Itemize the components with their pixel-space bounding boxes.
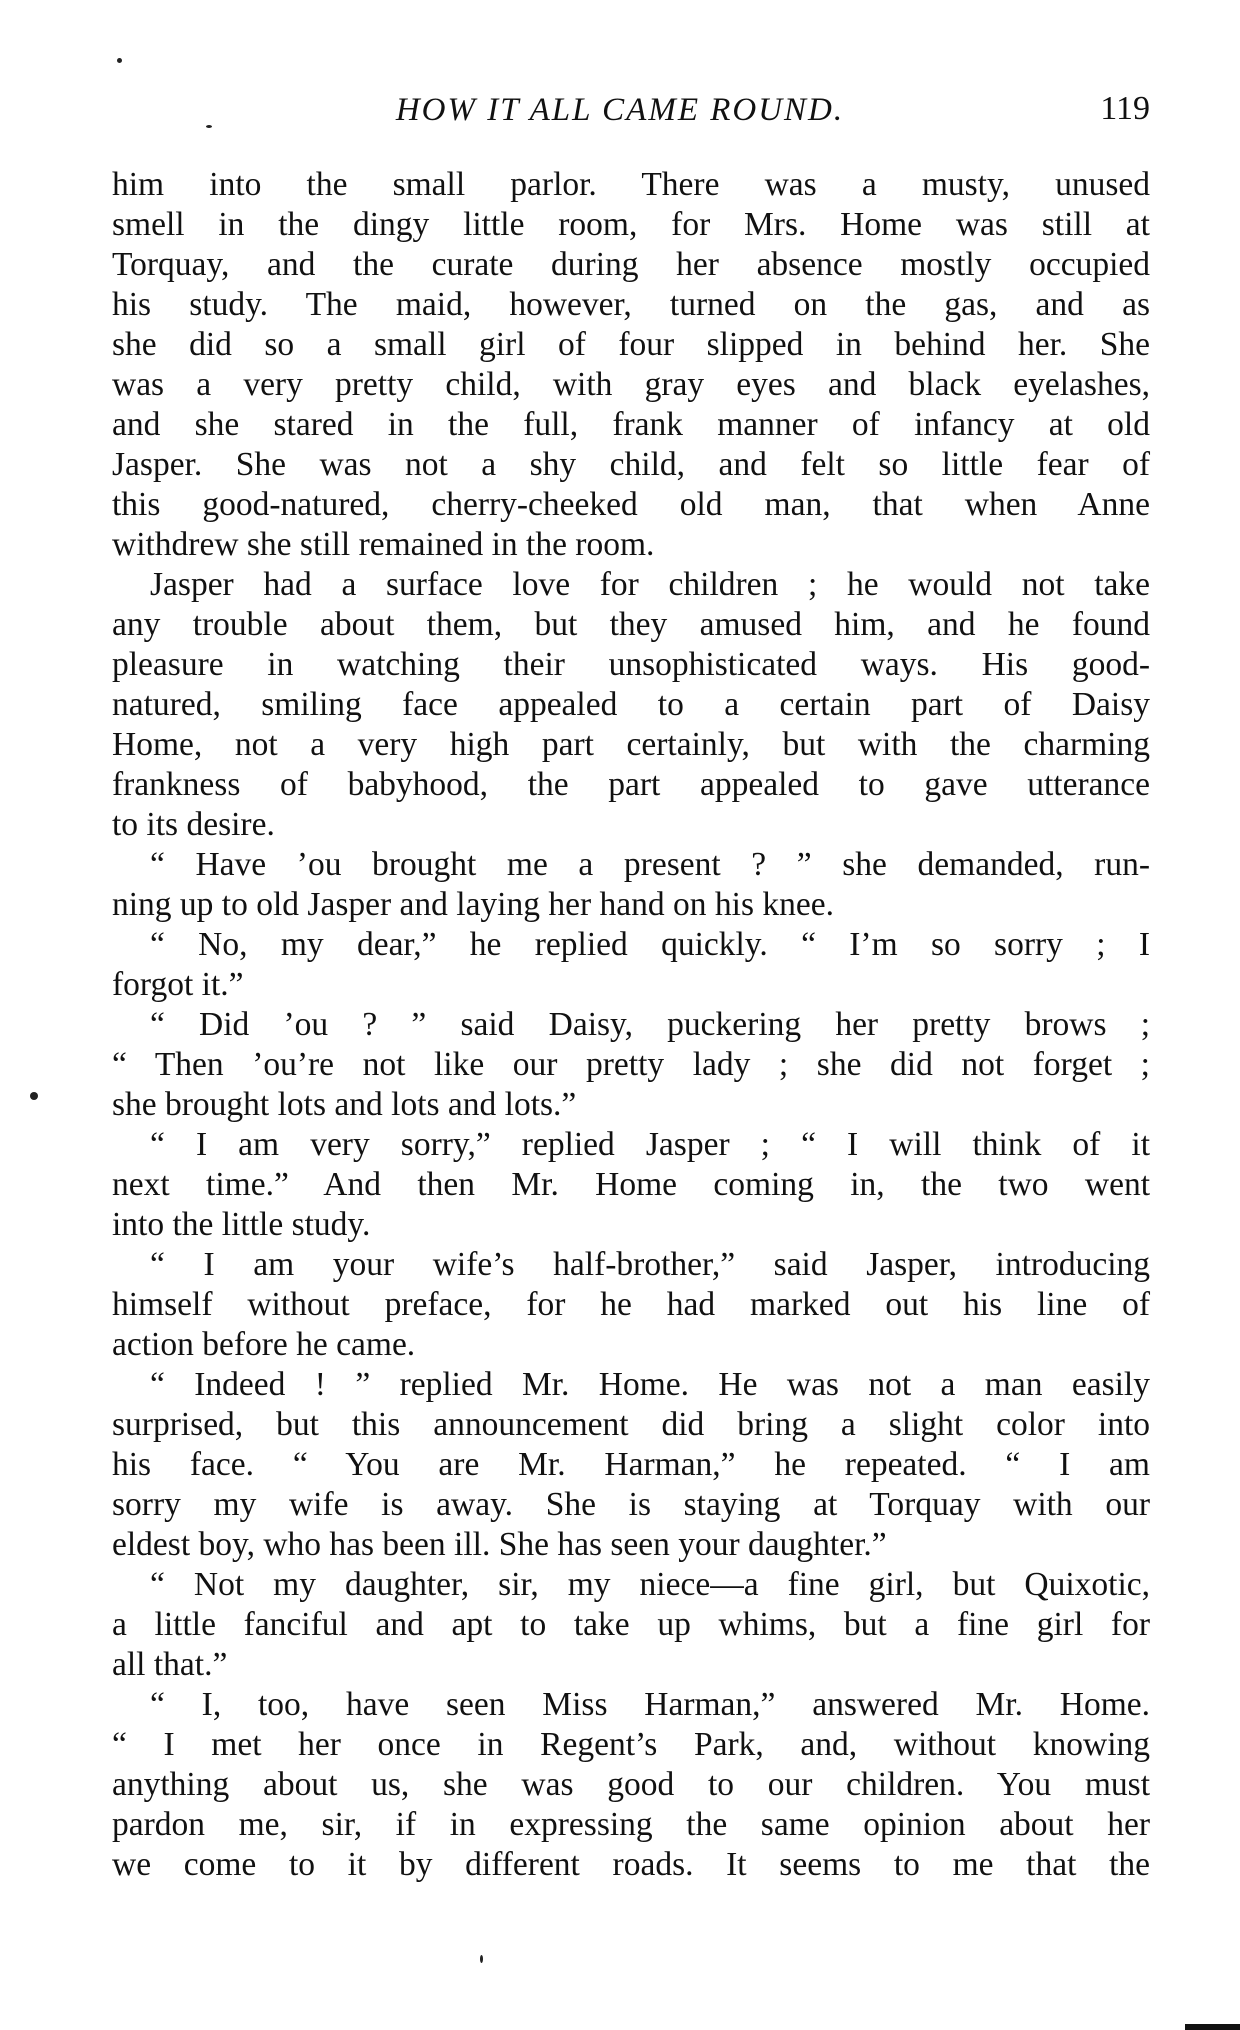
- text-line: withdrew she still remained in the room.: [112, 526, 655, 563]
- running-title: HOW IT ALL CAME ROUND.: [395, 92, 845, 128]
- text-line: this good-natured, cherry-cheeked old man, that when Anne: [112, 486, 1150, 523]
- text-line: smell in the dingy little room, for Mrs. Home was still at: [112, 206, 1150, 243]
- text-line: next time.” And then Mr. Home coming in, the two went: [112, 1166, 1150, 1203]
- text-line: ning up to old Jasper and laying her hand on his knee.: [112, 886, 834, 923]
- text-line: pardon me, sir, if in expressing the same opinion about her: [112, 1806, 1150, 1843]
- text-line: “ Have ’ou brought me a present ? ” she demanded, run-: [150, 846, 1150, 883]
- text-line: all that.”: [112, 1646, 228, 1683]
- text-line: “ Then ’ou’re not like our pretty lady ; she did not forget ;: [112, 1046, 1150, 1083]
- text-line: “ Indeed ! ” replied Mr. Home. He was not a man easily: [150, 1366, 1150, 1403]
- text-line: frankness of babyhood, the part appealed to gave utterance: [112, 766, 1150, 803]
- text-line: and she stared in the full, frank manner of infancy at old: [112, 406, 1150, 443]
- text-line: forgot it.”: [112, 966, 244, 1003]
- text-line: “ I met her once in Regent’s Park, and, without knowing: [112, 1726, 1150, 1763]
- text-line: him into the small parlor. There was a musty, unused: [112, 166, 1150, 203]
- text-line: natured, smiling face appealed to a certain part of Daisy: [112, 686, 1150, 723]
- text-line: to its desire.: [112, 806, 275, 843]
- print-speck: [30, 1092, 38, 1100]
- print-speck: [117, 58, 122, 63]
- print-speck: [206, 125, 212, 128]
- text-line: “ I am your wife’s half-brother,” said Jasper, introducing: [150, 1246, 1150, 1283]
- text-line: anything about us, she was good to our children. You must: [112, 1766, 1150, 1803]
- text-line: eldest boy, who has been ill. She has seen your daughter.”: [112, 1526, 887, 1563]
- text-line: Jasper. She was not a shy child, and felt so little fear of: [112, 446, 1150, 483]
- text-line: action before he came.: [112, 1326, 416, 1363]
- text-line: “ No, my dear,” he replied quickly. “ I’m so sorry ; I: [150, 926, 1150, 963]
- text-line: “ Did ’ou ? ” said Daisy, puckering her pretty brows ;: [150, 1006, 1150, 1043]
- page-number: 119: [1100, 90, 1150, 127]
- text-line: himself without preface, for he had marked out his line of: [112, 1286, 1150, 1323]
- text-line: Home, not a very high part certainly, but with the charming: [112, 726, 1150, 763]
- text-line: any trouble about them, but they amused him, and he found: [112, 606, 1150, 643]
- text-line: “ I am very sorry,” replied Jasper ; “ I will think of it: [150, 1126, 1150, 1163]
- text-line: “ Not my daughter, sir, my niece—a fine girl, but Quixotic,: [150, 1566, 1150, 1603]
- text-line: a little fanciful and apt to take up whims, but a fine girl for: [112, 1606, 1150, 1643]
- text-line: sorry my wife is away. She is staying at Torquay with our: [112, 1486, 1150, 1523]
- print-speck: [480, 1955, 483, 1963]
- text-line: she did so a small girl of four slipped in behind her. She: [112, 326, 1150, 363]
- text-line: was a very pretty child, with gray eyes and black eyelashes,: [112, 366, 1150, 403]
- text-line: Jasper had a surface love for children ; he would not take: [150, 566, 1150, 603]
- text-line: we come to it by different roads. It seems to me that the: [112, 1846, 1150, 1883]
- text-line: into the little study.: [112, 1206, 371, 1243]
- text-line: “ I, too, have seen Miss Harman,” answered Mr. Home.: [150, 1686, 1150, 1723]
- text-line: his face. “ You are Mr. Harman,” he repeated. “ I am: [112, 1446, 1150, 1483]
- text-line: surprised, but this announcement did bring a slight color into: [112, 1406, 1150, 1443]
- text-line: Torquay, and the curate during her absence mostly occupied: [112, 246, 1150, 283]
- body-text: [112, 165, 1150, 1885]
- text-line: his study. The maid, however, turned on the gas, and as: [112, 286, 1150, 323]
- text-line: she brought lots and lots and lots.”: [112, 1086, 577, 1123]
- text-line: pleasure in watching their unsophisticated ways. His good-: [112, 646, 1150, 683]
- page-edge-mark: [1185, 2024, 1240, 2030]
